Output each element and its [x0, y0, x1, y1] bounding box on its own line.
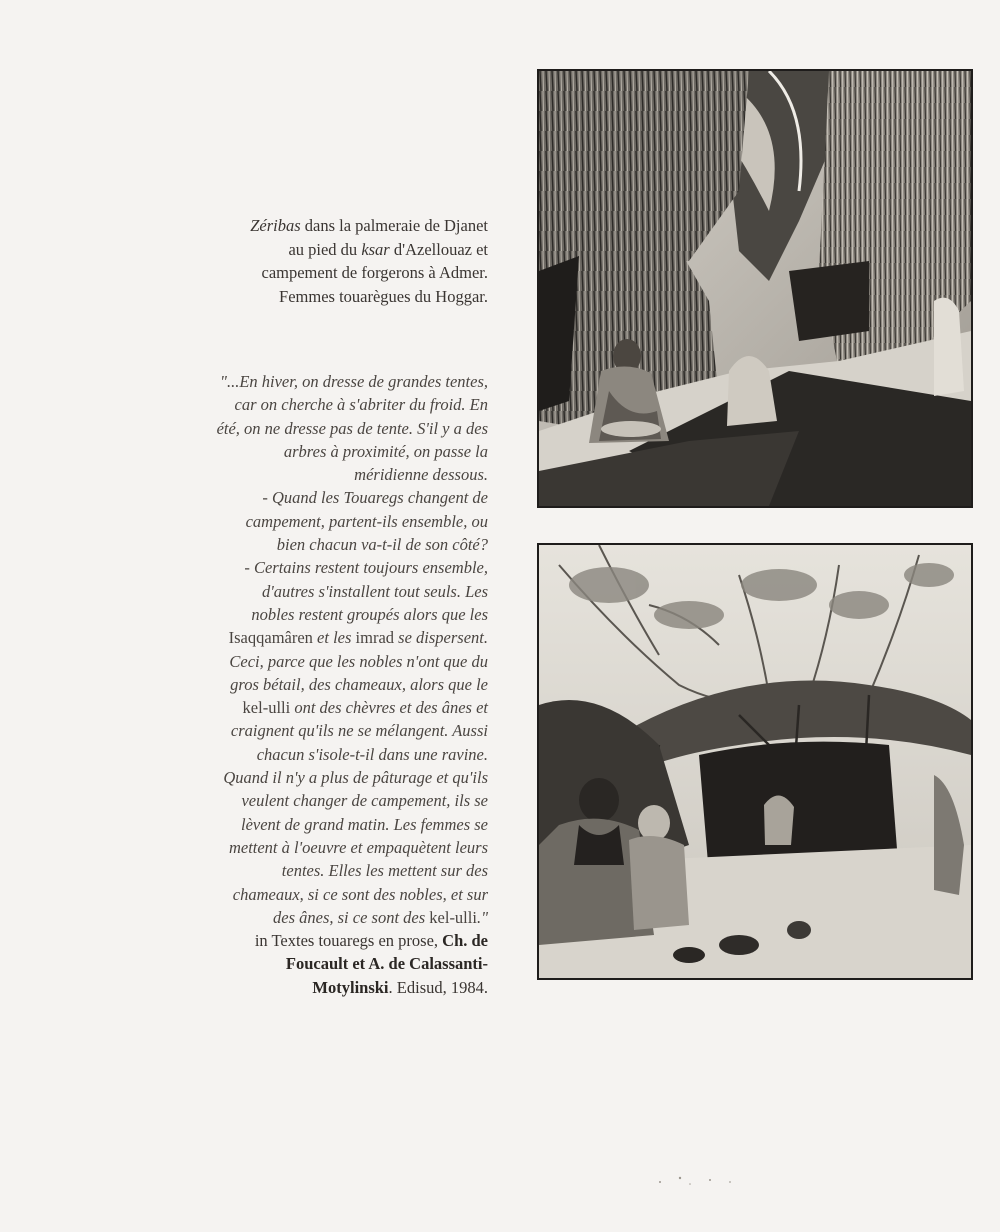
paper-speck-marks	[650, 1172, 745, 1188]
quote-line: arbres à proximité, on passe la	[283, 441, 488, 461]
quote-line: Quand il n'y a plus de pâturage et qu'ils	[223, 768, 488, 788]
zeriba-photo-image	[539, 71, 971, 506]
quote-line: tentes. Elles les mettent sur des	[281, 861, 488, 881]
quote-line: Ceci, parce que les nobles n'ont que du	[229, 651, 488, 671]
camp-photo-image	[539, 545, 971, 978]
source-line-1: in Textes touaregs en prose, Ch. de	[254, 931, 488, 951]
quotation-block	[130, 370, 488, 999]
quote-line: kel-ulli ont des chèvres et des ânes et	[242, 698, 488, 718]
quote-line: craignent qu'ils ne se mélangent. Aussi	[230, 721, 488, 741]
quote-line: des ânes, si ce sont des kel-ulli."	[273, 907, 488, 927]
quote-line: été, on ne dresse pas de tente. S'il y a des	[216, 418, 488, 438]
caption-line-4: Femmes touarègues du Hoggar.	[279, 286, 488, 306]
quote-line: mettent à l'oeuvre et empaquètent leurs	[228, 837, 488, 857]
photo-caption	[160, 214, 488, 308]
quote-line: chameaux, si ce sont des nobles, et sur	[232, 884, 488, 904]
quote-line: méridienne dessous.	[354, 465, 488, 485]
quote-line: - Certains restent toujours ensemble,	[244, 558, 488, 578]
quote-line: campement, partent-ils ensemble, ou	[245, 511, 488, 531]
quote-line: - Quand les Touaregs changent de	[262, 488, 488, 508]
quote-line: bien chacun va-t-il de son côté?	[276, 535, 488, 555]
caption-line-1: Zéribas dans la palmeraie de Djanet	[250, 216, 488, 235]
quote-line: "...En hiver, on dresse de grandes tentes,	[220, 372, 488, 391]
quote-line: car on cherche à s'abriter du froid. En	[234, 395, 488, 415]
quote-line: veulent changer de campement, ils se	[241, 791, 488, 811]
quote-line: gros bétail, des chameaux, alors que le	[230, 674, 488, 694]
quote-line: Isaqqamâren et les imrad se dispersent.	[228, 628, 488, 648]
quote-line: chacun s'isole-t-il dans une ravine.	[256, 744, 488, 764]
zeriba-palm-grove-photo	[537, 69, 973, 508]
quote-line: nobles restent groupés alors que les	[251, 604, 488, 624]
caption-line-2: au pied du ksar d'Azellouaz et	[288, 239, 488, 259]
caption-line-3: campement de forgerons à Admer.	[261, 263, 488, 282]
quote-line: lèvent de grand matin. Les femmes se	[241, 814, 488, 834]
blacksmith-camp-photo	[537, 543, 973, 980]
source-line-3: Motylinski. Edisud, 1984.	[312, 977, 488, 997]
source-line-2: Foucault et A. de Calassanti-	[285, 954, 488, 974]
quote-line: d'autres s'installent tout seuls. Les	[262, 581, 488, 601]
